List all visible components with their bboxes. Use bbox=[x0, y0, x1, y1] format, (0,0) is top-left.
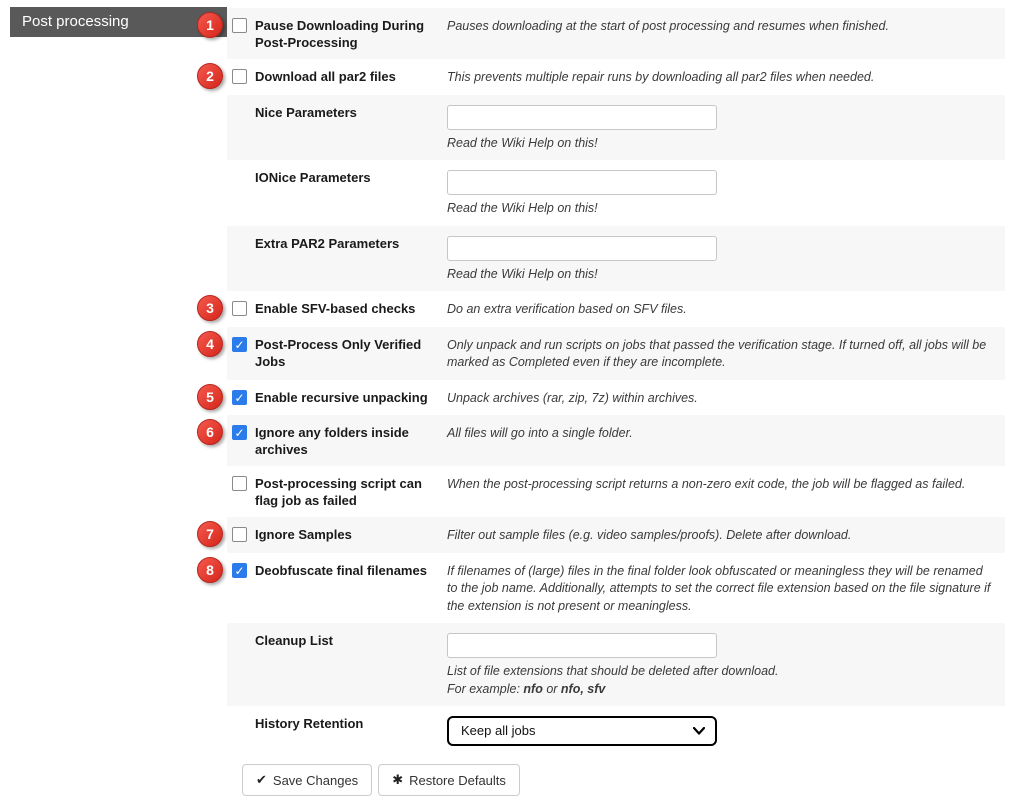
ignore-folders-checkbox[interactable] bbox=[232, 425, 247, 440]
recursive-unpacking-checkbox[interactable] bbox=[232, 390, 247, 405]
page-title: Post processing bbox=[10, 7, 227, 37]
setting-description: Only unpack and run scripts on jobs that passed the verification stage. If turned off, all jobs will be marked as Completed even if they are incomplete. bbox=[447, 337, 987, 369]
step-badge-1: 1 bbox=[197, 12, 223, 38]
setting-description: Unpack archives (rar, zip, 7z) within archives. bbox=[447, 390, 698, 405]
setting-label: Ignore any folders inside archives bbox=[255, 425, 409, 457]
setting-label: Nice Parameters bbox=[255, 104, 357, 120]
download-all-par2-checkbox[interactable] bbox=[232, 69, 247, 84]
row-recursive-unpacking bbox=[206, 380, 1005, 416]
selected-option: Keep all jobs bbox=[461, 723, 536, 739]
post-processing-form bbox=[206, 8, 1005, 796]
setting-label: Enable SFV-based checks bbox=[255, 301, 416, 316]
script-flag-failed-checkbox[interactable] bbox=[232, 476, 247, 491]
setting-label: History Retention bbox=[255, 716, 364, 731]
row-download-all-par2 bbox=[206, 59, 1005, 95]
setting-label: Enable recursive unpacking bbox=[255, 389, 428, 405]
setting-description: This prevents multiple repair runs by downloading all par2 files when needed. bbox=[447, 70, 875, 84]
post-process-verified-checkbox[interactable] bbox=[232, 337, 247, 352]
ignore-samples-checkbox[interactable] bbox=[232, 527, 247, 542]
wiki-help-text: Read the Wiki Help on this! bbox=[447, 266, 598, 281]
step-badge-5: 5 bbox=[197, 384, 223, 410]
nice-parameters-input[interactable] bbox=[447, 105, 717, 130]
restore-defaults-button[interactable]: ✱ Restore Defaults bbox=[378, 764, 520, 796]
row-ionice-parameters bbox=[227, 160, 1005, 226]
row-nice-parameters bbox=[227, 95, 1005, 161]
setting-label: IONice Parameters bbox=[255, 170, 371, 185]
row-history-retention bbox=[227, 706, 1005, 754]
row-ignore-samples bbox=[206, 517, 1005, 553]
setting-label: Ignore Samples bbox=[255, 527, 352, 542]
cleanup-help-text: List of file extensions that should be deleted after download. bbox=[447, 664, 779, 678]
wiki-help-text: Read the Wiki Help on this! bbox=[447, 135, 598, 150]
row-enable-sfv-checks bbox=[206, 291, 1005, 327]
cleanup-list-input[interactable] bbox=[447, 633, 717, 658]
row-post-process-verified bbox=[206, 327, 1005, 380]
row-ignore-folders bbox=[206, 415, 1005, 466]
chevron-down-icon bbox=[693, 727, 705, 735]
setting-description: Pauses downloading at the start of post processing and resumes when finished. bbox=[447, 19, 889, 33]
setting-description: If filenames of (large) files in the final folder look obfuscated or meaningless they will be renamed to the job name. Additionally, attempts to set the correct file extension based on the file signature if the extension is not present or meaningless. bbox=[447, 563, 991, 613]
row-script-flag-failed bbox=[227, 466, 1005, 517]
step-badge-7: 7 bbox=[197, 521, 223, 547]
setting-label: Download all par2 files bbox=[255, 69, 396, 84]
setting-description: Do an extra verification based on SFV files. bbox=[447, 302, 687, 316]
step-badge-8: 8 bbox=[197, 557, 223, 583]
enable-sfv-checks-checkbox[interactable] bbox=[232, 301, 247, 316]
cleanup-example-text: For example: nfo or nfo, sfv bbox=[447, 681, 606, 696]
setting-label: Post-processing script can flag job as failed bbox=[255, 476, 422, 508]
setting-label: Pause Downloading During Post-Processing bbox=[255, 18, 425, 50]
step-badge-4: 4 bbox=[197, 331, 223, 357]
wiki-help-text: Read the Wiki Help on this! bbox=[447, 201, 598, 215]
row-deobfuscate-filenames bbox=[206, 553, 1005, 624]
save-changes-button[interactable]: ✔ Save Changes bbox=[242, 764, 372, 796]
check-icon: ✔ bbox=[256, 772, 267, 787]
row-cleanup-list bbox=[227, 623, 1005, 706]
row-pause-downloading bbox=[206, 8, 1005, 59]
setting-description: When the post-processing script returns a non-zero exit code, the job will be flagged as failed. bbox=[447, 477, 966, 491]
asterisk-icon: ✱ bbox=[392, 772, 404, 787]
setting-label: Cleanup List bbox=[255, 633, 334, 648]
extra-par2-parameters-input[interactable] bbox=[447, 236, 717, 261]
row-extra-par2-parameters bbox=[227, 226, 1005, 292]
setting-label: Post-Process Only Verified Jobs bbox=[255, 336, 422, 369]
deobfuscate-filenames-checkbox[interactable] bbox=[232, 563, 247, 578]
step-badge-2: 2 bbox=[197, 63, 223, 89]
setting-label: Deobfuscate final filenames bbox=[255, 562, 427, 578]
pause-downloading-checkbox[interactable] bbox=[232, 18, 247, 33]
setting-label: Extra PAR2 Parameters bbox=[255, 235, 400, 251]
step-badge-3: 3 bbox=[197, 295, 223, 321]
history-retention-select[interactable] bbox=[447, 716, 717, 746]
setting-description: All files will go into a single folder. bbox=[447, 426, 633, 440]
setting-description: Filter out sample files (e.g. video samples/proofs). Delete after download. bbox=[447, 528, 852, 542]
step-badge-6: 6 bbox=[197, 419, 223, 445]
ionice-parameters-input[interactable] bbox=[447, 170, 717, 195]
form-actions bbox=[227, 754, 1005, 796]
